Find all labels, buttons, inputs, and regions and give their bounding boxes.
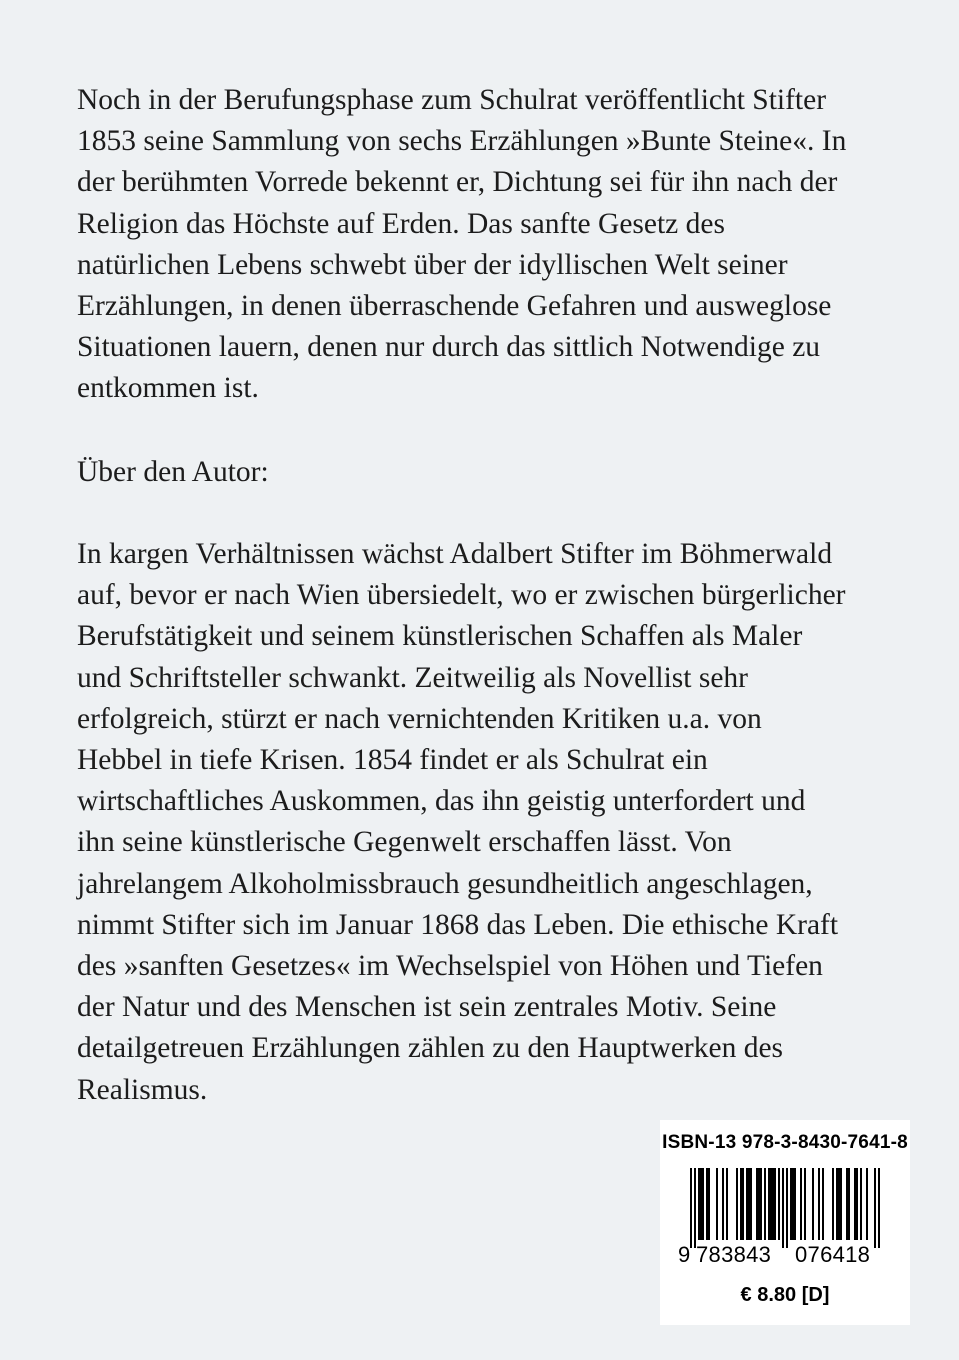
barcode-bar (822, 1168, 824, 1240)
text-line: Erzählungen, in denen überraschende Gefahren und ausweglose (77, 290, 832, 323)
barcode-bar (736, 1168, 738, 1240)
barcode-digits-right: 076418 (795, 1242, 871, 1267)
barcode-graphic (690, 1168, 880, 1248)
barcode-bar (698, 1168, 704, 1240)
barcode-bar (866, 1168, 868, 1240)
barcode-bar (694, 1168, 696, 1248)
barcode-bar (800, 1168, 802, 1240)
barcode-bar (836, 1168, 842, 1240)
author-heading-text: Über den Autor: (77, 456, 269, 488)
text-line: entkommen ist. (77, 372, 259, 405)
barcode-bar (846, 1168, 850, 1240)
text-line: Hebbel in tiefe Krisen. 1854 findet er als Schulrat ein (77, 744, 708, 777)
text-line: detailgetreuen Erzählungen zählen zu den Hauptwerken des (77, 1032, 784, 1065)
text-line: Berufstätigkeit und seinem künstlerischen Schaffen als Maler (77, 620, 803, 653)
text-line: und Schriftsteller schwankt. Zeitweilig als Novellist sehr (77, 661, 748, 694)
book-description (77, 80, 907, 410)
text-line: natürlichen Lebens schwebt über der idyllischen Welt seiner (77, 248, 788, 281)
barcode-bar (860, 1168, 862, 1240)
barcode-bar (764, 1168, 766, 1240)
text-line: Noch in der Berufungsphase zum Schulrat veröffentlicht Stifter (77, 84, 827, 116)
barcode-digits-left: 783843 (696, 1242, 772, 1267)
barcode-bar (786, 1168, 788, 1248)
text-line: wirtschaftliches Auskommen, das ihn geistig unterfordert und (77, 785, 806, 818)
barcode-bar (778, 1168, 780, 1240)
text-line: der berühmten Vorrede bekennt er, Dichtung sei für ihn nach der (77, 166, 838, 199)
barcode-bar (804, 1168, 806, 1240)
barcode-bar (832, 1168, 834, 1240)
barcode-bar (722, 1168, 724, 1240)
isbn-label: ISBN-13 978-3-8430-7641-8 (662, 1132, 908, 1153)
barcode-digit-first: 9 (678, 1242, 691, 1267)
text-line: auf, bevor er nach Wien übersiedelt, wo er zwischen bürgerlicher (77, 579, 846, 612)
barcode-bar (782, 1168, 784, 1248)
barcode-bar (726, 1168, 728, 1240)
text-line: Religion das Höchste auf Erden. Das sanfte Gesetz des (77, 207, 725, 240)
text-line: 1853 seine Sammlung von sechs Erzählungen »Bunte Steine«. In (77, 125, 847, 158)
barcode-bar (740, 1168, 744, 1240)
author-heading (77, 452, 907, 493)
barcode-bar (874, 1168, 876, 1248)
barcode-bar (746, 1168, 752, 1240)
text-line: nimmt Stifter sich im Januar 1868 das Leben. Die ethische Kraft (77, 908, 839, 941)
barcode-bar (878, 1168, 880, 1248)
barcode-bar (756, 1168, 762, 1240)
author-biography (77, 534, 907, 1111)
barcode-panel (660, 1120, 910, 1325)
barcode-bar (790, 1168, 796, 1240)
price-label: € 8.80 [D] (740, 1284, 830, 1306)
text-line: ihn seine künstlerische Gegenwelt erschaffen lässt. Von (77, 826, 732, 859)
barcode-bar (706, 1168, 710, 1240)
text-line: In kargen Verhältnissen wächst Adalbert Stifter im Böhmerwald (77, 538, 833, 570)
barcode-bar (716, 1168, 718, 1240)
text-line: erfolgreich, stürzt er nach vernichtenden Kritiken u.a. von (77, 702, 762, 735)
text-line: des »sanften Gesetzes« im Wechselspiel von Höhen und Tiefen (77, 950, 823, 983)
barcode-bar (812, 1168, 814, 1240)
text-line: Realismus. (77, 1073, 208, 1106)
text-line: der Natur und des Menschen ist sein zentrales Motiv. Seine (77, 991, 777, 1024)
barcode-bar (768, 1168, 776, 1240)
barcode-bar (854, 1168, 858, 1240)
text-line: jahrelangem Alkoholmissbrauch gesundheitlich angeschlagen, (77, 867, 813, 900)
barcode-bar (818, 1168, 820, 1240)
text-line: Situationen lauern, denen nur durch das sittlich Notwendige zu (77, 331, 821, 364)
barcode-bar (690, 1168, 692, 1248)
